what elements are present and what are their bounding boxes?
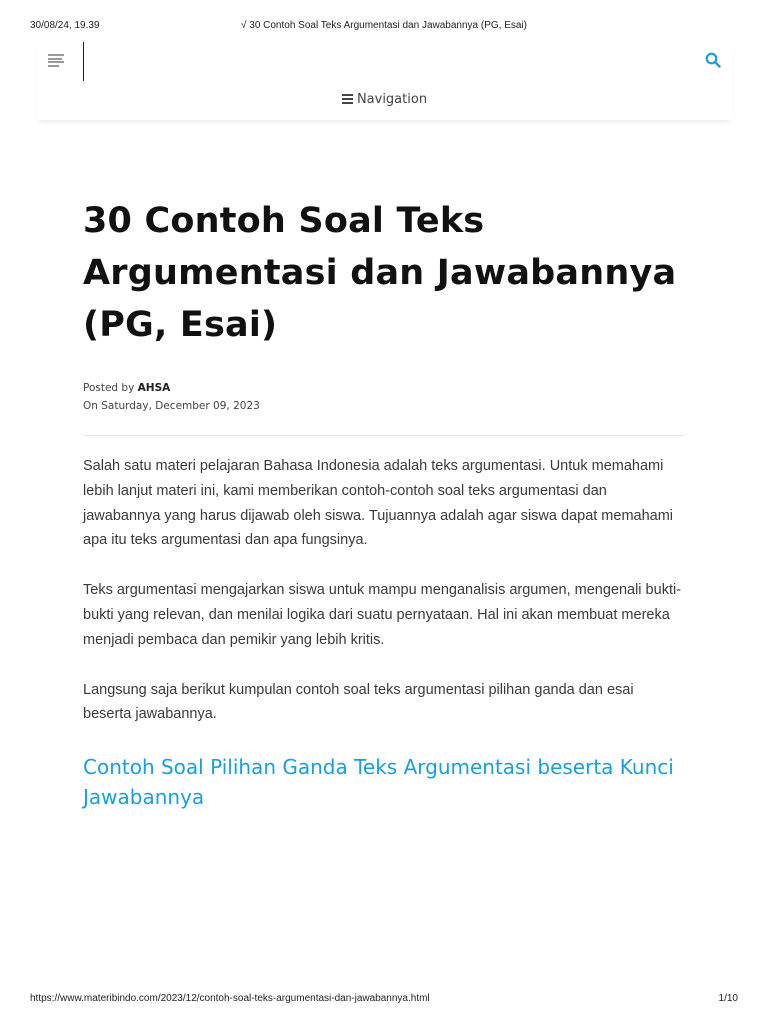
post-content bbox=[83, 454, 685, 812]
post-meta bbox=[83, 379, 685, 415]
posted-by-line bbox=[83, 379, 685, 397]
print-page-title: √ 30 Contoh Soal Teks Argumentasi dan Jawabannya (PG, Esai) bbox=[240, 20, 528, 31]
post-title: 30 Contoh Soal Teks Argumentasi dan Jawabannya (PG, Esai) bbox=[83, 201, 677, 345]
section-heading: Contoh Soal Pilihan Ganda Teks Argumentasi beserta Kunci Jawabannya bbox=[83, 755, 674, 810]
author-link[interactable]: AHSA bbox=[137, 382, 171, 394]
paragraph-purpose: Teks argumentasi mengajarkan siswa untuk mampu menganalisis argumen, mengenali bukti-bukti yang relevan, dan menilai logika dari suatu pernyataan. Hal ini akan membuat mereka menjadi pembaca dan pemikir yang lebih kritis. bbox=[83, 582, 682, 648]
post-date-line bbox=[83, 397, 685, 415]
navigation-toggle[interactable] bbox=[36, 92, 733, 107]
logo-divider bbox=[83, 42, 84, 81]
print-datetime: 30/08/24, 19.39 bbox=[30, 20, 100, 31]
site-header bbox=[36, 40, 733, 120]
posted-by-label: Posted by bbox=[83, 382, 135, 394]
print-header bbox=[0, 20, 768, 34]
paragraph-lead-in: Langsung saja berikut kumpulan contoh soal teks argumentasi pilihan ganda dan esai beserta jawabannya. bbox=[83, 681, 634, 723]
paragraph-intro: Salah satu materi pelajaran Bahasa Indonesia adalah teks argumentasi. Untuk memahami lebih lanjut materi ini, kami memberikan contoh-contoh soal teks argumentasi dan jawabannya yang harus dijawab oleh siswa. Tujuannya adalah agar siswa dapat memahami apa itu teks argumentasi dan apa fungsinya. bbox=[83, 458, 674, 549]
print-footer bbox=[0, 993, 768, 1007]
post-date: Saturday, December 09, 2023 bbox=[101, 400, 260, 412]
article bbox=[83, 195, 685, 812]
bars-icon bbox=[342, 94, 353, 104]
search-icon[interactable] bbox=[705, 52, 721, 68]
print-url: https://www.materibindo.com/2023/12/contoh-soal-teks-argumentasi-dan-jawabannya.html bbox=[30, 993, 430, 1004]
navigation-label: Navigation bbox=[356, 92, 428, 107]
print-page-number: 1/10 bbox=[718, 993, 738, 1004]
hamburger-menu-icon[interactable] bbox=[48, 54, 64, 66]
date-prefix: On bbox=[83, 400, 98, 412]
meta-divider bbox=[83, 435, 685, 436]
